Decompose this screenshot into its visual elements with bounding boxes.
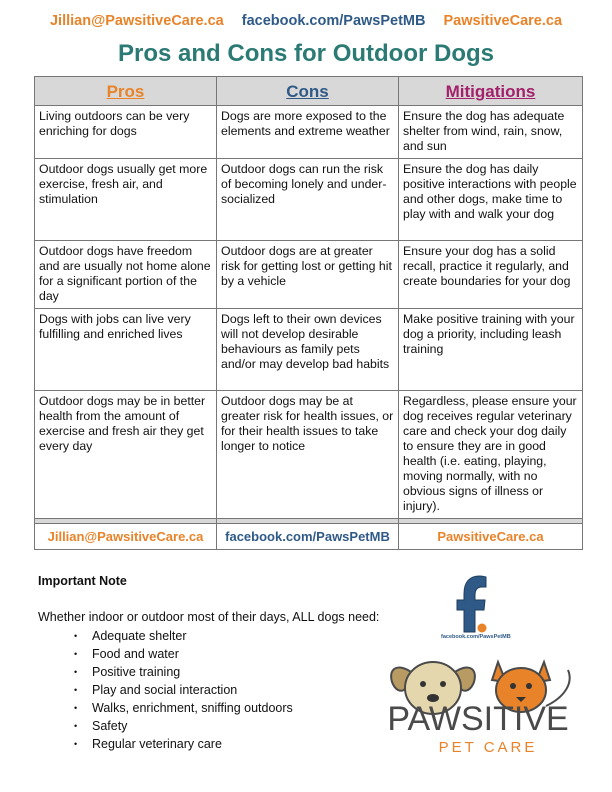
list-item: • Food and water — [74, 645, 293, 663]
column-header-pros: Pros — [35, 77, 217, 106]
pawsitive-logo — [368, 648, 588, 758]
list-item: • Adequate shelter — [74, 627, 293, 645]
list-item: • Walks, enrichment, sniffing outdoors — [74, 699, 293, 717]
needs-list — [74, 627, 293, 753]
table-footer-row — [35, 524, 583, 550]
brand-name: PAWSITIVE — [387, 700, 569, 738]
pro-cell: Outdoor dogs have freedom and are usually not home alone for a significant portion of the day — [35, 241, 217, 309]
mitigation-cell: Regardless, please ensure your dog receives regular veterinary care and check your dog daily to ensure they are in good health (i.e. eating, playing, moving normally, with no obvious signs of illness or injury). — [399, 391, 583, 519]
pro-cell: Outdoor dogs may be in better health from the amount of exercise and fresh air they get every day — [35, 391, 217, 519]
mitigation-cell: Ensure the dog has adequate shelter from wind, rain, snow, and sun — [399, 106, 583, 159]
con-cell: Dogs are more exposed to the elements and extreme weather — [217, 106, 399, 159]
con-cell: Outdoor dogs may be at greater risk for health issues, or for their health issues to take longer to notice — [217, 391, 399, 519]
table-row — [35, 241, 583, 309]
footer-facebook-link[interactable]: facebook.com/PawsPetMB — [217, 524, 399, 550]
footer-email-link[interactable]: Jillian@PawsitiveCare.ca — [35, 524, 217, 550]
footer-website-link[interactable]: PawsitiveCare.ca — [399, 524, 583, 550]
column-header-mitigations: Mitigations — [399, 77, 583, 106]
table-row — [35, 391, 583, 519]
pro-cell: Outdoor dogs usually get more exercise, fresh air, and stimulation — [35, 159, 217, 241]
pro-cell: Dogs with jobs can live very fulfilling and enriched lives — [35, 309, 217, 391]
table-row — [35, 159, 583, 241]
facebook-url-caption: facebook.com/PawsPetMB — [441, 634, 511, 640]
list-item: • Safety — [74, 717, 293, 735]
header-facebook-link[interactable]: facebook.com/PawsPetMB — [241, 13, 426, 29]
list-item: • Play and social interaction — [74, 681, 293, 699]
table-header-row — [35, 77, 583, 106]
mitigation-cell: Ensure the dog has daily positive interactions with people and other dogs, make time to play with and walk your dog — [399, 159, 583, 241]
column-header-cons: Cons — [217, 77, 399, 106]
con-cell: Dogs left to their own devices will not develop desirable behaviours as family pets and/or may develop bad habits — [217, 309, 399, 391]
pros-cons-table — [34, 76, 583, 550]
note-title: Important Note — [38, 574, 127, 588]
list-item: • Regular veterinary care — [74, 735, 293, 753]
mitigation-cell: Ensure your dog has a solid recall, practice it regularly, and create boundaries for your dog — [399, 241, 583, 309]
list-item: • Positive training — [74, 663, 293, 681]
brand-tagline: PET CARE — [438, 739, 538, 756]
header-website-link[interactable]: PawsitiveCare.ca — [443, 13, 563, 29]
header-links — [0, 13, 612, 29]
note-intro: Whether indoor or outdoor most of their days, ALL dogs need: — [38, 610, 380, 624]
mitigation-cell: Make positive training with your dog a priority, including leash training — [399, 309, 583, 391]
con-cell: Outdoor dogs are at greater risk for getting lost or getting hit by a vehicle — [217, 241, 399, 309]
page-title: Pros and Cons for Outdoor Dogs — [118, 40, 494, 67]
table-row — [35, 106, 583, 159]
header-email-link[interactable]: Jillian@PawsitiveCare.ca — [49, 13, 224, 29]
pro-cell: Living outdoors can be very enriching for dogs — [35, 106, 217, 159]
table-row — [35, 309, 583, 391]
con-cell: Outdoor dogs can run the risk of becoming lonely and under-socialized — [217, 159, 399, 241]
